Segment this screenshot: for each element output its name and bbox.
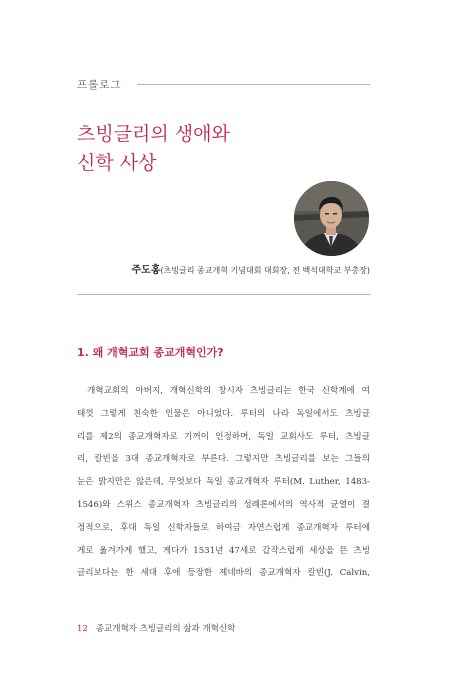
header-divider [77,294,370,295]
section-label-rule [137,84,370,85]
author-portrait [294,181,369,256]
body-line: 게로 옮겨가게 했고, 게다가 1531년 47세로 갑작스럽게 세상을 뜬 츠빙 [77,545,370,556]
chapter-title-line-2: 신학 사상 [77,152,157,174]
author-portrait-icon [294,181,369,256]
author-byline [132,261,371,276]
body-line: 개혁교회의 아버지, 개혁신학의 창시자 츠빙글리는 한국 신학계에 여 [87,386,370,396]
running-title: 종교개혁자 츠빙글리의 삶과 개혁신학 [95,624,236,634]
body-line: 태껏 그렇게 친숙한 인물은 아니었다. 루터의 나라 독일에서도 츠빙글 [77,408,370,419]
section-label: 프롤로그 [77,79,122,91]
chapter-title-line-1: 츠빙글리의 생애와 [77,123,230,145]
body-line: 눈은 밝지만은 않은데, 무엇보다 독일 종교개혁자 루터(M. Luther, 1483- [77,477,370,488]
author-name: 주도홍 [131,265,161,276]
body-line: 리를 제2의 종교개혁자로 기꺼이 인정하며, 독일 교회사도 루터, 츠빙글 [77,431,370,442]
chapter-title [77,120,230,178]
body-line: 리, 칼빈을 3대 종교개혁자로 부른다. 그렇지만 츠빙글리를 보는 그들의 [77,454,370,465]
section-heading: 1. 왜 개혁교회 종교개혁인가? [77,346,224,359]
body-line: 1546)와 스위스 종교개혁자 츠빙글리의 성례론에서의 역사적 균열이 결 [77,499,370,510]
page-number: 12 [77,624,88,634]
author-affiliation: (츠빙글리 종교개혁 기념대회 대회장, 전 백석대학교 부총장) [160,266,370,275]
body-line: 정적으로, 후대 독일 신학자들로 하여금 자연스럽게 종교개혁자 루터에 [77,522,370,533]
page-footer [77,622,235,634]
body-line: 글리보다는 한 세대 후에 등장한 제네바의 종교개혁자 칼빈(J. Calvin, [77,568,370,579]
body-paragraph [77,380,370,585]
